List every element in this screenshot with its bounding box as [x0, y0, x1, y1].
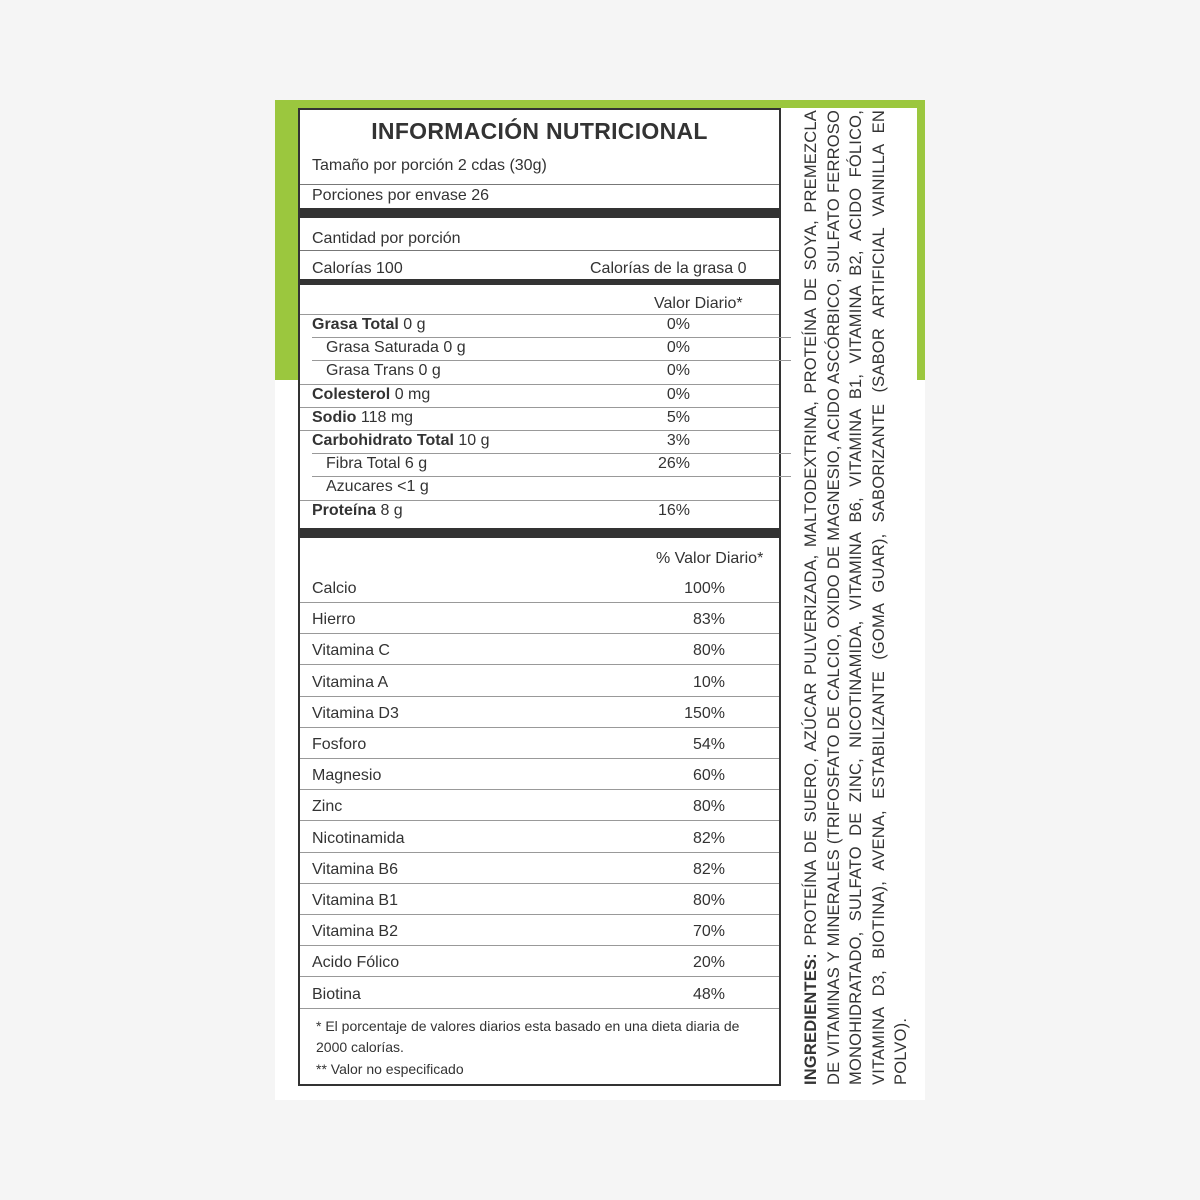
divider — [300, 184, 779, 185]
nutrient-name — [312, 316, 426, 334]
nutrient-label: Colesterol — [312, 385, 391, 403]
vitamin-daily-value: 10% — [692, 673, 725, 691]
row-divider — [300, 789, 779, 790]
row-divider — [312, 337, 791, 338]
vitamin-name: Fosforo — [312, 736, 367, 753]
nutrient-row — [300, 362, 779, 385]
vitamin-name: Nicotinamida — [312, 829, 405, 847]
nutrient-amount: 8 g — [376, 501, 403, 519]
vitamin-name: Vitamina D3 — [312, 704, 399, 722]
medium-divider — [300, 279, 779, 285]
nutrient-name — [326, 455, 427, 473]
nutrient-row — [300, 432, 779, 455]
nutrient-label: Azucares — [326, 478, 393, 496]
nutrient-row — [300, 409, 779, 432]
vitamin-daily-value: 48% — [692, 985, 725, 1003]
divider — [300, 250, 779, 251]
nutrient-amount: 118 mg — [356, 408, 414, 426]
green-accent-right — [917, 108, 925, 380]
vitamin-row — [300, 580, 779, 610]
nutrient-label: Grasa Trans — [326, 362, 415, 380]
footnote-not-specified: ** Valor no especificado — [316, 1061, 464, 1077]
ingredients-heading: INGREDIENTES: — [802, 953, 820, 1085]
vitamin-name: Vitamina A — [312, 673, 389, 691]
nutrient-name — [312, 386, 430, 404]
row-divider — [300, 696, 779, 697]
nutrient-row — [300, 339, 779, 362]
vitamin-daily-value: 82% — [692, 829, 725, 847]
nutrient-name — [326, 362, 441, 380]
nutrient-daily-value: 0% — [666, 362, 690, 380]
nutrient-amount: 0 mg — [390, 385, 431, 403]
row-divider — [300, 727, 779, 728]
nutrient-amount: 6 g — [400, 455, 428, 473]
nutrient-label: Carbohidrato Total — [312, 432, 454, 449]
vitamin-daily-value: 60% — [692, 767, 725, 785]
vitamin-daily-value: 80% — [692, 892, 725, 909]
nutrient-daily-value: 0% — [666, 385, 690, 403]
vitamin-name: Biotina — [312, 985, 361, 1003]
vitamin-row — [300, 611, 779, 641]
vitamin-daily-value: 70% — [692, 923, 725, 941]
row-divider — [300, 820, 779, 821]
nutrient-daily-value: 3% — [666, 432, 690, 449]
vitamin-daily-value: 82% — [692, 860, 725, 878]
serving-size: Tamaño por porción 2 cdas (30g) — [312, 157, 547, 174]
thick-divider — [300, 208, 779, 218]
row-divider — [312, 453, 791, 454]
ingredients-text: PROTEÍNA DE SUERO, AZÚCAR PULVERIZADA, MALTODEXTRINA, PROTEÍNA DE SOYA, PREMEZCLA DE VITAMINAS Y MINERALES (TRIFOSFATO DE CALCIO, OXIDO DE MAGNESIO, ACIDO ASCÓRBICO, SULFATO FERROSO MONOHIDRATADO, SULFATO DE ZINC, NICOTINAMIDA, VITAMINA B6, VITAMINA B1, VITAMINA B2, ACIDO FÓLICO, VITAMINA D3, BIOTINA), AVENA, ESTABILIZANTE (GOMA GUAR), SABORIZANTE (SABOR ARTIFICIAL VAINILLA EN POLVO). — [802, 110, 910, 1085]
row-divider — [300, 314, 779, 315]
vitamin-daily-value: 150% — [684, 704, 725, 722]
nutrient-row — [300, 316, 779, 339]
vitamin-row — [300, 798, 779, 828]
ingredients-block — [800, 110, 910, 1085]
nutrient-amount: <1 g — [392, 478, 429, 496]
vitamin-daily-value: 83% — [692, 611, 725, 629]
calories-from-fat: Calorías de la grasa 0 — [590, 260, 747, 277]
vitamin-row — [300, 736, 779, 766]
row-divider — [300, 914, 779, 915]
row-divider — [300, 384, 779, 385]
nutrient-daily-value: 16% — [657, 501, 690, 519]
nutrient-amount: 10 g — [453, 432, 490, 449]
calories: Calorías 100 — [312, 260, 403, 277]
row-divider — [312, 360, 791, 361]
nutrient-daily-value: 0% — [666, 339, 690, 357]
nutrient-label: Grasa Total — [312, 316, 399, 333]
vitamin-name: Vitamina B6 — [312, 860, 398, 878]
nutrient-row — [300, 478, 779, 501]
nutrient-amount: 0 g — [398, 316, 426, 333]
vitamin-row — [300, 642, 779, 672]
vitamin-name: Vitamina C — [312, 642, 390, 660]
vitamin-daily-value: 100% — [684, 580, 725, 597]
nutrient-daily-value: 5% — [666, 408, 690, 426]
row-divider — [300, 633, 779, 634]
row-divider — [300, 945, 779, 946]
vitamin-daily-value: 54% — [692, 736, 725, 753]
row-divider — [300, 407, 779, 408]
vitamin-row — [300, 674, 779, 704]
nutrient-amount: 0 g — [414, 362, 441, 380]
nutrient-label: Grasa Saturada — [326, 339, 439, 357]
nutrient-label: Fibra Total — [326, 455, 401, 473]
vitamin-daily-value: 80% — [692, 798, 725, 816]
nutrient-name — [312, 432, 490, 450]
nutrient-name — [312, 409, 413, 427]
green-accent-top — [298, 100, 925, 108]
nutrient-name — [326, 339, 466, 357]
nutrient-amount: 0 g — [438, 339, 466, 357]
vitamin-name: Hierro — [312, 611, 356, 629]
vitamin-name: Zinc — [312, 798, 343, 816]
row-divider — [312, 476, 791, 477]
daily-value-header: Valor Diario* — [654, 295, 743, 312]
nutrient-name — [326, 478, 429, 496]
amount-per-serving: Cantidad por porción — [312, 230, 461, 247]
vitamin-daily-value: 20% — [692, 954, 725, 972]
nutrient-daily-value: 0% — [666, 316, 690, 333]
nutrient-row — [300, 386, 779, 409]
row-divider — [300, 664, 779, 665]
vitamin-row — [300, 705, 779, 735]
vitamin-name: Acido Fólico — [312, 954, 400, 972]
panel-title: INFORMACIÓN NUTRICIONAL — [371, 118, 708, 144]
vitamin-row — [300, 892, 779, 922]
vitamin-name: Vitamina B1 — [312, 892, 398, 909]
nutrient-daily-value: 26% — [657, 455, 690, 473]
row-divider — [300, 1008, 779, 1009]
nutrient-row — [300, 502, 779, 525]
vitamin-row — [300, 954, 779, 984]
row-divider — [300, 976, 779, 977]
vitamin-row — [300, 861, 779, 891]
row-divider — [300, 602, 779, 603]
vitamin-name: Magnesio — [312, 767, 382, 785]
green-accent-left — [275, 100, 298, 380]
vitamin-name: Vitamina B2 — [312, 923, 398, 941]
nutrient-name — [312, 502, 403, 520]
row-divider — [300, 758, 779, 759]
nutrient-row — [300, 455, 779, 478]
vitamin-name: Calcio — [312, 580, 357, 597]
thick-divider — [300, 528, 779, 538]
vitamin-row — [300, 830, 779, 860]
servings-per-container: Porciones por envase 26 — [312, 187, 489, 204]
vitamins-header: % Valor Diario* — [656, 550, 764, 567]
nutrient-label: Sodio — [312, 408, 357, 426]
nutrition-facts-panel — [298, 108, 781, 1086]
vitamin-row — [300, 923, 779, 953]
vitamin-row — [300, 767, 779, 797]
row-divider — [300, 500, 779, 501]
vitamin-daily-value: 80% — [692, 642, 725, 660]
vitamin-row — [300, 986, 779, 1016]
row-divider — [300, 852, 779, 853]
row-divider — [300, 883, 779, 884]
nutrient-label: Proteína — [312, 501, 377, 519]
footnote-daily-values: * El porcentaje de valores diarios esta basado en una dieta diaria de 2000 calorías. — [316, 1018, 740, 1055]
row-divider — [300, 430, 779, 431]
